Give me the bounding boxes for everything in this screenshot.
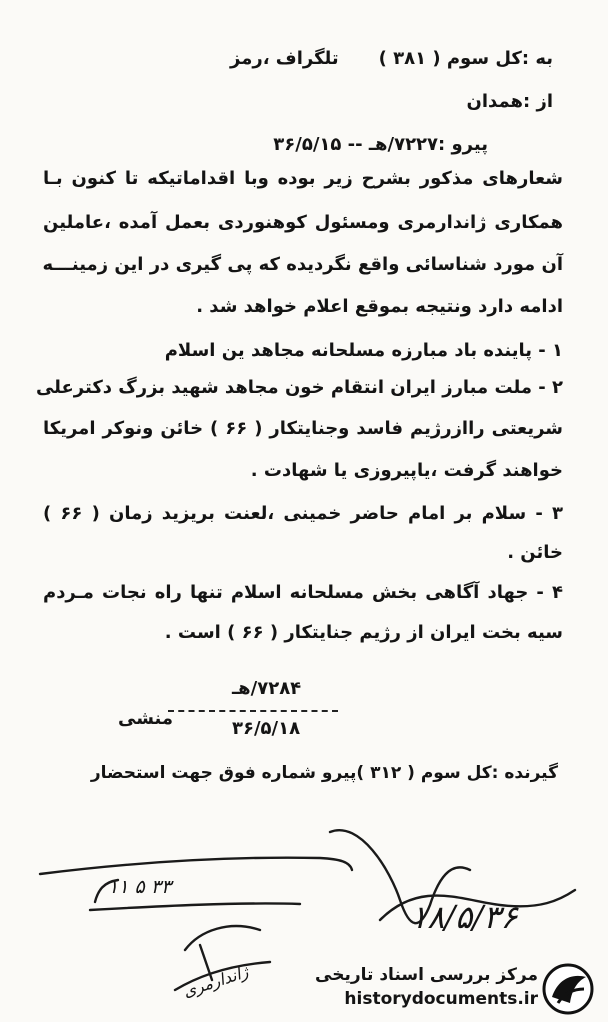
recipient-line: گیرنده :کل سوم ( ۳۱۲ )پیرو شماره فوق جهت استحضار — [90, 763, 558, 783]
handwritten-right-date: ۱۸/۵/۳۶ — [410, 898, 518, 936]
item-4-line-2: سیه بخت ایران از رژیم جنایتکار ( ۶۶ ) است . — [164, 622, 563, 643]
reference-number: پیرو :۷۲۲۷/هـ -- ۳۶/۵/۱۵ — [273, 134, 488, 155]
from-field: از :همدان — [466, 91, 553, 112]
archive-emblem-icon — [542, 963, 594, 1015]
body-line-4: ادامه دارد ونتیجه بموقع اعلام خواهد شد . — [196, 296, 563, 317]
telegram-type: تلگراف ،رمز — [230, 48, 339, 69]
item-2-line-1: ۲ - ملت مبارز ایران انتقام خون مجاهد شهید بزرگ دکترعلی — [35, 377, 563, 398]
handwritten-bottom-note: ژاندارمری — [180, 962, 251, 1001]
handwritten-left-number: ۳۳ ۵ ۱۱ — [108, 876, 172, 898]
watermark-title: مرکز بررسی اسناد تاریخی — [315, 965, 538, 985]
watermark-logo — [296, 963, 596, 1015]
item-4-line-1: ۴ - جهاد آگاهی بخش مسلحانه اسلام تنها راه نجات مـردم — [43, 582, 563, 603]
body-line-2: همکاری ژاندارمری ومسئول کوهنوردی بعمل آمده ،عاملین — [43, 212, 563, 233]
outgoing-date: ۳۶/۵/۱۸ — [232, 718, 301, 739]
item-2-line-2: شریعتی راازرژیم فاسد وجنایتکار ( ۶۶ ) خائن ونوکر امریکا — [43, 418, 563, 439]
body-line-1: شعارهای مذکور بشرح زیر بوده وبا اقداماتیکه تا کنون بـا — [43, 168, 563, 189]
signer-title: منشی — [118, 708, 174, 729]
item-3-line-2: خائن . — [507, 542, 563, 563]
watermark-url[interactable]: historydocuments.ir — [344, 989, 538, 1009]
outgoing-number: ۷۲۸۴/هـ — [232, 678, 302, 699]
item-3-line-1: ۳ - سلام بر امام حاضر خمینی ،لعنت بریزید زمان ( ۶۶ ) — [43, 503, 563, 524]
body-line-3: آن مورد شناسائی واقع نگردیده که پی گیری در این زمینـــه — [42, 254, 563, 275]
item-1-line-1: ۱ - پاینده باد مبارزه مسلحانه مجاهد ین اسلام — [164, 340, 563, 361]
to-field: به :کل سوم ( ۳۸۱ ) — [378, 48, 553, 69]
item-2-line-3: خواهند گرفت ،یاپیروزی یا شهادت . — [250, 460, 563, 481]
